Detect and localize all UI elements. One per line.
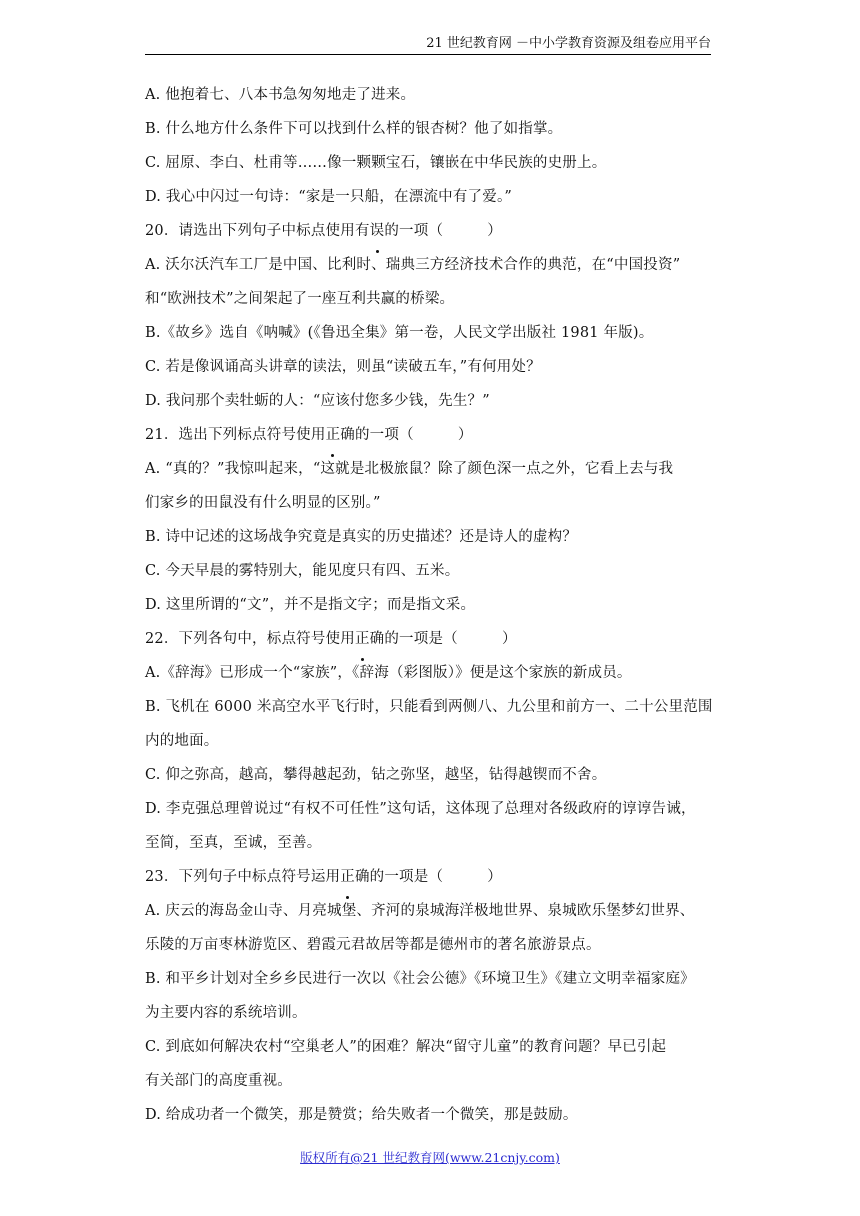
text-line: D. 给成功者一个微笑，那是赞赏；给失败者一个微笑，那是鼓励。 [145, 1107, 578, 1123]
text-line: C. 今天早晨的雾特别大，能见度只有四、五米。 [145, 563, 460, 579]
text-line: 和“欧洲技术”之间架起了一座互利共赢的桥梁。 [145, 291, 455, 307]
text-line: D. 李克强总理曾说过“有权不可任性”这句话，这体现了总理对各级政府的谆谆告诫， [145, 801, 696, 817]
emphasis-mark: 正 [340, 860, 355, 894]
text-line: 乐陵的万亩枣林游览区、碧霞元君故居等都是德州市的著名旅游景点。 [145, 937, 601, 953]
text-line: 为主要内容的系统培训。 [145, 1005, 307, 1021]
question-text: 21．选出下列标点符号使用 [145, 427, 326, 443]
text-line: C. 若是像讽诵高头讲章的读法，则虽“读破五车，”有何用处？ [145, 359, 541, 375]
text-line: A. 庆云的海岛金山寺、月亮城堡、齐河的泉城海洋极地世界、泉城欧乐堡梦幻世界、 [145, 903, 695, 919]
text-line: B.《故乡》选自《呐喊》(《鲁迅全集》第一卷，人民文学出版社 1981 年版)。 [145, 325, 654, 341]
text-line: A. “真的？”我惊叫起来，“这就是北极旅鼠？除了颜色深一点之外，它看上去与我 [145, 461, 674, 477]
text-line: D. 我心中闪过一句诗：“家是一只船，在漂流中有了爱。” [145, 189, 513, 205]
text-line: C. 屈原、李白、杜甫等……像一颗颗宝石，镶嵌在中华民族的史册上。 [145, 155, 607, 171]
text-line: 们家乡的田鼠没有什么明显的区别。” [145, 495, 381, 511]
question-stem [145, 860, 720, 894]
text-line: 内的地面。 [145, 733, 219, 749]
text-line: A. 沃尔沃汽车工厂是中国、比利时、瑞典三方经济技术合作的典范，在“中国投资” [145, 257, 681, 273]
text-line: 至简，至真，至诚，至善。 [145, 835, 322, 851]
text-line: A. 他抱着七、八本书急匆匆地走了进来。 [145, 87, 416, 103]
text-line: D. 这里所谓的“文”，并不是指文字；而是指文采。 [145, 597, 476, 613]
question-stem [145, 214, 720, 248]
question-text: 20．请选出下列句子中标点使用有 [145, 223, 370, 239]
page-header: 21 世纪教育网 －中小学教育资源及组卷应用平台 [145, 36, 711, 55]
question-text: 的一项（ ） [384, 223, 502, 239]
text-line: B. 飞机在 6000 米高空水平飞行时，只能看到两侧八、九公里和前方一、二十公里范围 [145, 699, 713, 715]
text-line: B. 诗中记述的这场战争究竟是真实的历史描述？还是诗人的虚构？ [145, 529, 578, 545]
document-body [145, 78, 720, 1132]
question-text: 确的一项是（ ） [354, 869, 502, 885]
question-stem [145, 418, 720, 452]
emphasis-mark: 误 [370, 214, 385, 248]
text-line: 有关部门的高度重视。 [145, 1073, 292, 1089]
text-line: D. 我问那个卖牡蛎的人：“应该付您多少钱，先生？” [145, 393, 490, 409]
question-text: 确的一项是（ ） [369, 631, 517, 647]
question-text: 22．下列各句中，标点符号使用 [145, 631, 355, 647]
question-stem [145, 622, 720, 656]
copyright-footer-link[interactable]: 版权所有@21 世纪教育网(www.21cnjy.com) [300, 1150, 560, 1165]
text-line: C. 到底如何解决农村“空巢老人”的困难？解决“留守儿童”的教育问题？早已引起 [145, 1039, 667, 1055]
text-line: A.《辞海》已形成一个“家族”，《辞海（彩图版）》便是这个家族的新成员。 [145, 665, 632, 681]
text-line: C. 仰之弥高，越高，攀得越起劲，钻之弥坚，越坚，钻得越锲而不舍。 [145, 767, 607, 783]
question-text: 确的一项（ ） [340, 427, 473, 443]
emphasis-mark: 正 [326, 418, 341, 452]
emphasis-mark: 正 [355, 622, 370, 656]
question-text: 23．下列句子中标点符号运用 [145, 869, 341, 885]
text-line: B. 什么地方什么条件下可以找到什么样的银杏树？他了如指掌。 [145, 121, 563, 137]
text-line: B. 和平乡计划对全乡乡民进行一次以《社会公德》《环境卫生》《建立文明幸福家庭》 [145, 971, 695, 987]
